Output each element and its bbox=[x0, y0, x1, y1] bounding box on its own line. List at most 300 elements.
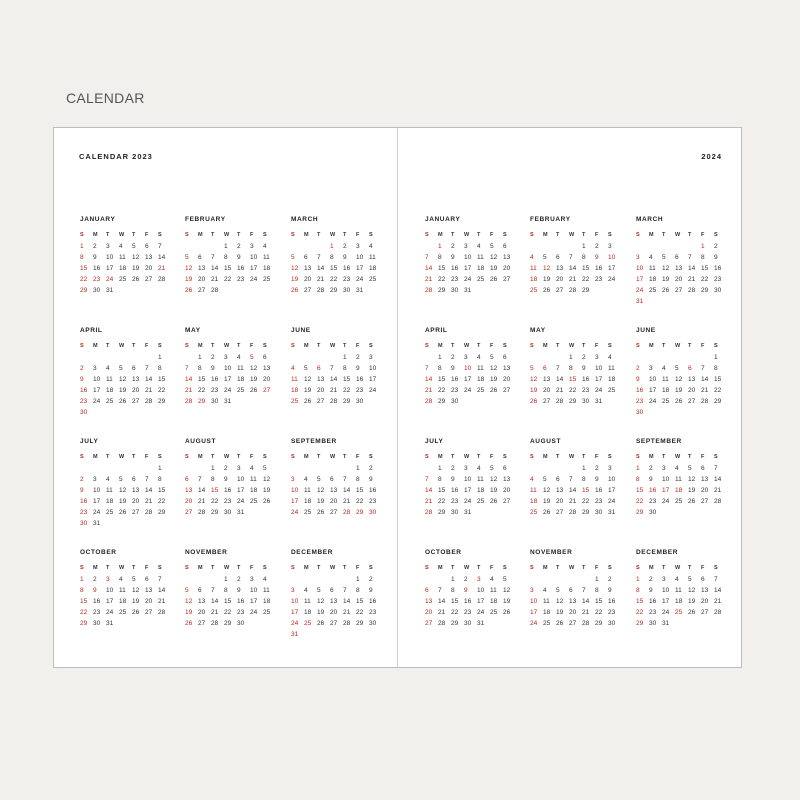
weekday-header: F bbox=[701, 565, 705, 571]
date: 3 bbox=[464, 465, 468, 472]
date: 27 bbox=[701, 609, 709, 616]
date: 22 bbox=[438, 387, 446, 394]
date: 12 bbox=[490, 476, 498, 483]
weekday-header: S bbox=[425, 343, 429, 349]
date: 9 bbox=[237, 587, 241, 594]
weekday-header: S bbox=[425, 565, 429, 571]
date: 11 bbox=[119, 254, 126, 261]
weekday-header: M bbox=[93, 565, 98, 571]
date: 12 bbox=[119, 487, 127, 494]
date: 20 bbox=[503, 265, 511, 272]
weekday-header: S bbox=[185, 232, 189, 238]
date: 20 bbox=[503, 487, 511, 494]
month-june bbox=[291, 327, 381, 407]
date: 26 bbox=[132, 276, 140, 283]
holiday-date: 1 bbox=[636, 576, 640, 583]
weekday-header: M bbox=[543, 343, 548, 349]
weekday-header: T bbox=[451, 565, 455, 571]
empty-cell bbox=[438, 574, 451, 585]
weekday-header: T bbox=[317, 232, 321, 238]
weekday-header: S bbox=[714, 232, 718, 238]
holiday-date: 19 bbox=[185, 609, 193, 616]
date: 8 bbox=[451, 587, 455, 594]
date: 12 bbox=[503, 587, 511, 594]
holiday-date: 25 bbox=[291, 398, 299, 405]
date: 2 bbox=[608, 576, 612, 583]
holiday-date: 3 bbox=[477, 576, 481, 583]
holiday-date: 25 bbox=[304, 620, 312, 627]
date: 28 bbox=[556, 398, 564, 405]
date: 29 bbox=[211, 509, 219, 516]
holiday-date: 28 bbox=[343, 509, 351, 516]
holiday-date: 24 bbox=[636, 287, 644, 294]
day-grid bbox=[291, 563, 381, 640]
date: 26 bbox=[119, 509, 127, 516]
weekday-header: F bbox=[701, 343, 705, 349]
weekday-header: M bbox=[198, 343, 203, 349]
date: 29 bbox=[438, 398, 446, 405]
weekday-header: T bbox=[582, 565, 586, 571]
date: 2 bbox=[649, 576, 653, 583]
date: 27 bbox=[330, 509, 338, 516]
month-january bbox=[80, 216, 170, 296]
month-march bbox=[636, 216, 726, 307]
date: 20 bbox=[543, 387, 551, 394]
date: 19 bbox=[543, 276, 551, 283]
holiday-date: 24 bbox=[530, 620, 538, 627]
date: 27 bbox=[304, 287, 312, 294]
holiday-date: 29 bbox=[636, 620, 644, 627]
date: 30 bbox=[224, 509, 232, 516]
empty-cell bbox=[304, 463, 317, 474]
holiday-date: 28 bbox=[425, 398, 433, 405]
date: 30 bbox=[93, 287, 101, 294]
date: 26 bbox=[263, 498, 271, 505]
date: 16 bbox=[608, 598, 616, 605]
date: 28 bbox=[569, 509, 577, 516]
date: 21 bbox=[701, 387, 709, 394]
date: 7 bbox=[569, 254, 573, 261]
weekday-header: T bbox=[451, 232, 455, 238]
date: 15 bbox=[714, 376, 722, 383]
empty-cell bbox=[662, 241, 675, 252]
date: 2 bbox=[451, 243, 455, 250]
date: 12 bbox=[662, 265, 670, 272]
holiday-date: 4 bbox=[291, 365, 295, 372]
date: 24 bbox=[369, 387, 377, 394]
holiday-date: 15 bbox=[636, 598, 644, 605]
empty-cell bbox=[569, 241, 582, 252]
month-name: OCTOBER bbox=[80, 549, 117, 556]
date: 20 bbox=[556, 498, 564, 505]
date: 21 bbox=[714, 598, 722, 605]
date: 19 bbox=[503, 598, 511, 605]
month-name: MAY bbox=[185, 327, 201, 334]
date: 5 bbox=[490, 243, 494, 250]
date: 21 bbox=[569, 498, 577, 505]
day-grid bbox=[636, 341, 726, 418]
date: 30 bbox=[464, 620, 472, 627]
weekday-header: S bbox=[369, 565, 373, 571]
date: 17 bbox=[237, 487, 245, 494]
empty-cell bbox=[636, 241, 649, 252]
date: 20 bbox=[688, 387, 696, 394]
holiday-date: 10 bbox=[291, 598, 299, 605]
date: 4 bbox=[304, 587, 308, 594]
date: 16 bbox=[237, 598, 245, 605]
empty-cell bbox=[185, 241, 198, 252]
date: 18 bbox=[119, 598, 127, 605]
date: 1 bbox=[714, 354, 718, 361]
date: 16 bbox=[582, 376, 590, 383]
date: 2 bbox=[451, 465, 455, 472]
holiday-date: 13 bbox=[185, 487, 193, 494]
holiday-date: 31 bbox=[291, 631, 299, 638]
date: 3 bbox=[595, 354, 599, 361]
date: 1 bbox=[224, 576, 228, 583]
weekday-header: S bbox=[714, 454, 718, 460]
date: 31 bbox=[595, 398, 603, 405]
date: 9 bbox=[595, 476, 599, 483]
date: 17 bbox=[464, 265, 472, 272]
date: 7 bbox=[688, 254, 692, 261]
date: 20 bbox=[132, 498, 140, 505]
date: 1 bbox=[343, 354, 347, 361]
holiday-date: 26 bbox=[185, 287, 193, 294]
date: 29 bbox=[438, 287, 446, 294]
date: 14 bbox=[714, 587, 722, 594]
month-name: DECEMBER bbox=[636, 549, 678, 556]
date: 24 bbox=[224, 387, 232, 394]
date: 12 bbox=[556, 598, 564, 605]
month-name: FEBRUARY bbox=[530, 216, 571, 223]
date: 2 bbox=[237, 243, 241, 250]
weekday-header: W bbox=[119, 232, 125, 238]
planner-spread bbox=[53, 127, 742, 668]
empty-cell bbox=[649, 352, 662, 363]
date: 10 bbox=[106, 587, 114, 594]
date: 6 bbox=[503, 354, 507, 361]
weekday-header: S bbox=[503, 343, 507, 349]
date: 11 bbox=[369, 254, 376, 261]
date: 28 bbox=[330, 398, 338, 405]
weekday-header: T bbox=[237, 454, 241, 460]
date: 10 bbox=[93, 376, 101, 383]
holiday-date: 16 bbox=[636, 387, 644, 394]
weekday-header: T bbox=[343, 565, 347, 571]
holiday-date: 18 bbox=[675, 487, 683, 494]
empty-cell bbox=[530, 463, 543, 474]
date: 14 bbox=[145, 487, 153, 494]
weekday-header: T bbox=[662, 454, 666, 460]
date: 10 bbox=[106, 254, 114, 261]
holiday-date: 20 bbox=[425, 609, 433, 616]
holiday-date: 11 bbox=[291, 376, 298, 383]
weekday-header: W bbox=[330, 454, 336, 460]
date: 11 bbox=[477, 365, 484, 372]
date: 15 bbox=[701, 265, 709, 272]
holiday-date: 11 bbox=[530, 265, 537, 272]
empty-cell bbox=[119, 463, 132, 474]
date: 31 bbox=[106, 620, 114, 627]
weekday-header: F bbox=[250, 565, 254, 571]
holiday-date: 14 bbox=[185, 376, 193, 383]
date: 5 bbox=[543, 476, 547, 483]
date: 9 bbox=[93, 254, 97, 261]
date: 10 bbox=[649, 376, 657, 383]
date: 16 bbox=[451, 487, 459, 494]
date: 25 bbox=[263, 276, 271, 283]
date: 26 bbox=[317, 620, 325, 627]
weekday-header: S bbox=[636, 454, 640, 460]
date: 18 bbox=[608, 376, 616, 383]
date: 5 bbox=[503, 576, 507, 583]
weekday-header: T bbox=[582, 343, 586, 349]
date: 28 bbox=[343, 620, 351, 627]
date: 7 bbox=[158, 243, 162, 250]
empty-cell bbox=[688, 241, 701, 252]
date: 13 bbox=[556, 487, 564, 494]
date: 21 bbox=[145, 387, 153, 394]
weekday-header: W bbox=[675, 343, 681, 349]
date: 18 bbox=[675, 598, 683, 605]
month-december bbox=[291, 549, 381, 640]
date: 1 bbox=[158, 465, 162, 472]
date: 9 bbox=[582, 365, 586, 372]
date: 9 bbox=[608, 587, 612, 594]
date: 15 bbox=[158, 487, 166, 494]
day-grid bbox=[636, 563, 726, 629]
weekday-header: T bbox=[317, 565, 321, 571]
date: 19 bbox=[543, 498, 551, 505]
date: 12 bbox=[688, 476, 696, 483]
date: 16 bbox=[369, 598, 377, 605]
date: 16 bbox=[451, 376, 459, 383]
weekday-header: S bbox=[80, 565, 84, 571]
date: 25 bbox=[477, 276, 485, 283]
weekday-header: S bbox=[636, 565, 640, 571]
day-grid bbox=[80, 452, 170, 529]
date: 20 bbox=[304, 276, 312, 283]
date: 8 bbox=[224, 254, 228, 261]
holiday-date: 26 bbox=[291, 287, 299, 294]
date: 18 bbox=[106, 498, 114, 505]
weekday-header: W bbox=[119, 343, 125, 349]
day-grid bbox=[80, 563, 170, 629]
weekday-header: S bbox=[263, 343, 267, 349]
date: 6 bbox=[556, 476, 560, 483]
weekday-header: S bbox=[636, 343, 640, 349]
date: 27 bbox=[688, 398, 696, 405]
month-name: MAY bbox=[530, 327, 546, 334]
date: 8 bbox=[343, 365, 347, 372]
date: 14 bbox=[582, 598, 590, 605]
date: 4 bbox=[477, 243, 481, 250]
holiday-date: 15 bbox=[80, 598, 88, 605]
date: 9 bbox=[211, 365, 215, 372]
weekday-header: S bbox=[185, 565, 189, 571]
holiday-date: 6 bbox=[425, 587, 429, 594]
weekday-header: M bbox=[93, 232, 98, 238]
date: 12 bbox=[132, 254, 140, 261]
date: 20 bbox=[330, 498, 338, 505]
date: 19 bbox=[675, 387, 683, 394]
date: 4 bbox=[304, 476, 308, 483]
date: 12 bbox=[543, 487, 551, 494]
date: 10 bbox=[595, 365, 603, 372]
date: 13 bbox=[569, 598, 577, 605]
date: 21 bbox=[330, 387, 338, 394]
date: 3 bbox=[369, 354, 373, 361]
date: 20 bbox=[198, 276, 206, 283]
date: 27 bbox=[145, 276, 153, 283]
month-november bbox=[530, 549, 620, 629]
weekday-header: W bbox=[569, 565, 575, 571]
date: 26 bbox=[543, 509, 551, 516]
holiday-date: 26 bbox=[530, 398, 538, 405]
date: 16 bbox=[369, 487, 377, 494]
date: 11 bbox=[304, 598, 311, 605]
empty-cell bbox=[425, 574, 438, 585]
date: 22 bbox=[356, 498, 364, 505]
date: 1 bbox=[451, 576, 455, 583]
holiday-date: 17 bbox=[291, 609, 299, 616]
month-name: JANUARY bbox=[425, 216, 461, 223]
holiday-date: 27 bbox=[425, 620, 433, 627]
date: 3 bbox=[237, 465, 241, 472]
date: 2 bbox=[464, 576, 468, 583]
weekday-header: S bbox=[425, 232, 429, 238]
weekday-header: F bbox=[595, 454, 599, 460]
weekday-header: T bbox=[237, 343, 241, 349]
weekday-header: S bbox=[263, 232, 267, 238]
weekday-header: S bbox=[608, 565, 612, 571]
weekday-header: S bbox=[530, 232, 534, 238]
day-grid bbox=[185, 341, 275, 407]
month-name: MARCH bbox=[636, 216, 664, 223]
empty-cell bbox=[662, 352, 675, 363]
date: 6 bbox=[701, 576, 705, 583]
date: 8 bbox=[198, 365, 202, 372]
month-september bbox=[636, 438, 726, 518]
holiday-date: 16 bbox=[649, 487, 657, 494]
holiday-date: 9 bbox=[464, 587, 468, 594]
date: 13 bbox=[198, 598, 206, 605]
date: 9 bbox=[356, 365, 360, 372]
month-march bbox=[291, 216, 381, 296]
date: 1 bbox=[582, 465, 586, 472]
date: 4 bbox=[106, 365, 110, 372]
date: 24 bbox=[662, 609, 670, 616]
date: 23 bbox=[464, 609, 472, 616]
day-grid bbox=[530, 230, 620, 296]
date: 28 bbox=[211, 287, 219, 294]
date: 19 bbox=[304, 387, 312, 394]
holiday-date: 29 bbox=[80, 287, 88, 294]
date: 21 bbox=[211, 609, 219, 616]
month-december bbox=[636, 549, 726, 629]
date: 22 bbox=[158, 387, 166, 394]
date: 11 bbox=[662, 376, 669, 383]
date: 7 bbox=[582, 587, 586, 594]
date: 28 bbox=[701, 398, 709, 405]
date: 5 bbox=[304, 365, 308, 372]
weekday-header: W bbox=[224, 565, 230, 571]
weekday-header: F bbox=[145, 232, 149, 238]
date: 5 bbox=[543, 254, 547, 261]
weekday-header: S bbox=[503, 454, 507, 460]
empty-cell bbox=[530, 352, 543, 363]
date: 24 bbox=[608, 498, 616, 505]
weekday-header: S bbox=[714, 565, 718, 571]
date: 29 bbox=[330, 287, 338, 294]
date: 25 bbox=[490, 609, 498, 616]
date: 5 bbox=[662, 254, 666, 261]
date: 5 bbox=[556, 587, 560, 594]
holiday-date: 23 bbox=[93, 276, 101, 283]
date: 22 bbox=[224, 609, 232, 616]
holiday-date: 2 bbox=[80, 476, 84, 483]
weekday-header: F bbox=[701, 232, 705, 238]
weekday-header: T bbox=[556, 454, 560, 460]
date: 22 bbox=[330, 276, 338, 283]
date: 28 bbox=[145, 398, 153, 405]
date: 22 bbox=[356, 609, 364, 616]
weekday-header: T bbox=[317, 454, 321, 460]
holiday-date: 16 bbox=[80, 498, 88, 505]
date: 7 bbox=[556, 365, 560, 372]
date: 4 bbox=[237, 354, 241, 361]
date: 19 bbox=[317, 609, 325, 616]
weekday-header: T bbox=[237, 565, 241, 571]
date: 18 bbox=[263, 598, 271, 605]
month-name: FEBRUARY bbox=[185, 216, 226, 223]
date: 9 bbox=[451, 476, 455, 483]
weekday-header: M bbox=[543, 565, 548, 571]
weekday-header: T bbox=[688, 454, 692, 460]
date: 28 bbox=[145, 509, 153, 516]
weekday-header: S bbox=[291, 565, 295, 571]
date: 19 bbox=[132, 598, 140, 605]
date: 7 bbox=[145, 365, 149, 372]
holiday-date: 5 bbox=[250, 354, 254, 361]
weekday-header: F bbox=[145, 454, 149, 460]
weekday-header: M bbox=[304, 343, 309, 349]
holiday-date: 31 bbox=[636, 298, 644, 305]
date: 23 bbox=[451, 498, 459, 505]
date: 11 bbox=[675, 476, 682, 483]
date: 4 bbox=[608, 354, 612, 361]
date: 15 bbox=[582, 265, 590, 272]
weekday-header: W bbox=[464, 565, 470, 571]
date: 10 bbox=[477, 587, 485, 594]
weekday-header: M bbox=[304, 454, 309, 460]
date: 14 bbox=[688, 265, 696, 272]
holiday-date: 3 bbox=[530, 587, 534, 594]
date: 9 bbox=[451, 365, 455, 372]
empty-cell bbox=[291, 241, 304, 252]
holiday-date: 22 bbox=[636, 609, 644, 616]
date: 11 bbox=[106, 487, 113, 494]
date: 28 bbox=[158, 276, 166, 283]
date: 21 bbox=[158, 598, 166, 605]
holiday-date: 22 bbox=[636, 498, 644, 505]
date: 14 bbox=[330, 376, 338, 383]
date: 20 bbox=[330, 609, 338, 616]
date: 29 bbox=[224, 620, 232, 627]
holiday-date: 7 bbox=[425, 254, 429, 261]
date: 6 bbox=[263, 354, 267, 361]
